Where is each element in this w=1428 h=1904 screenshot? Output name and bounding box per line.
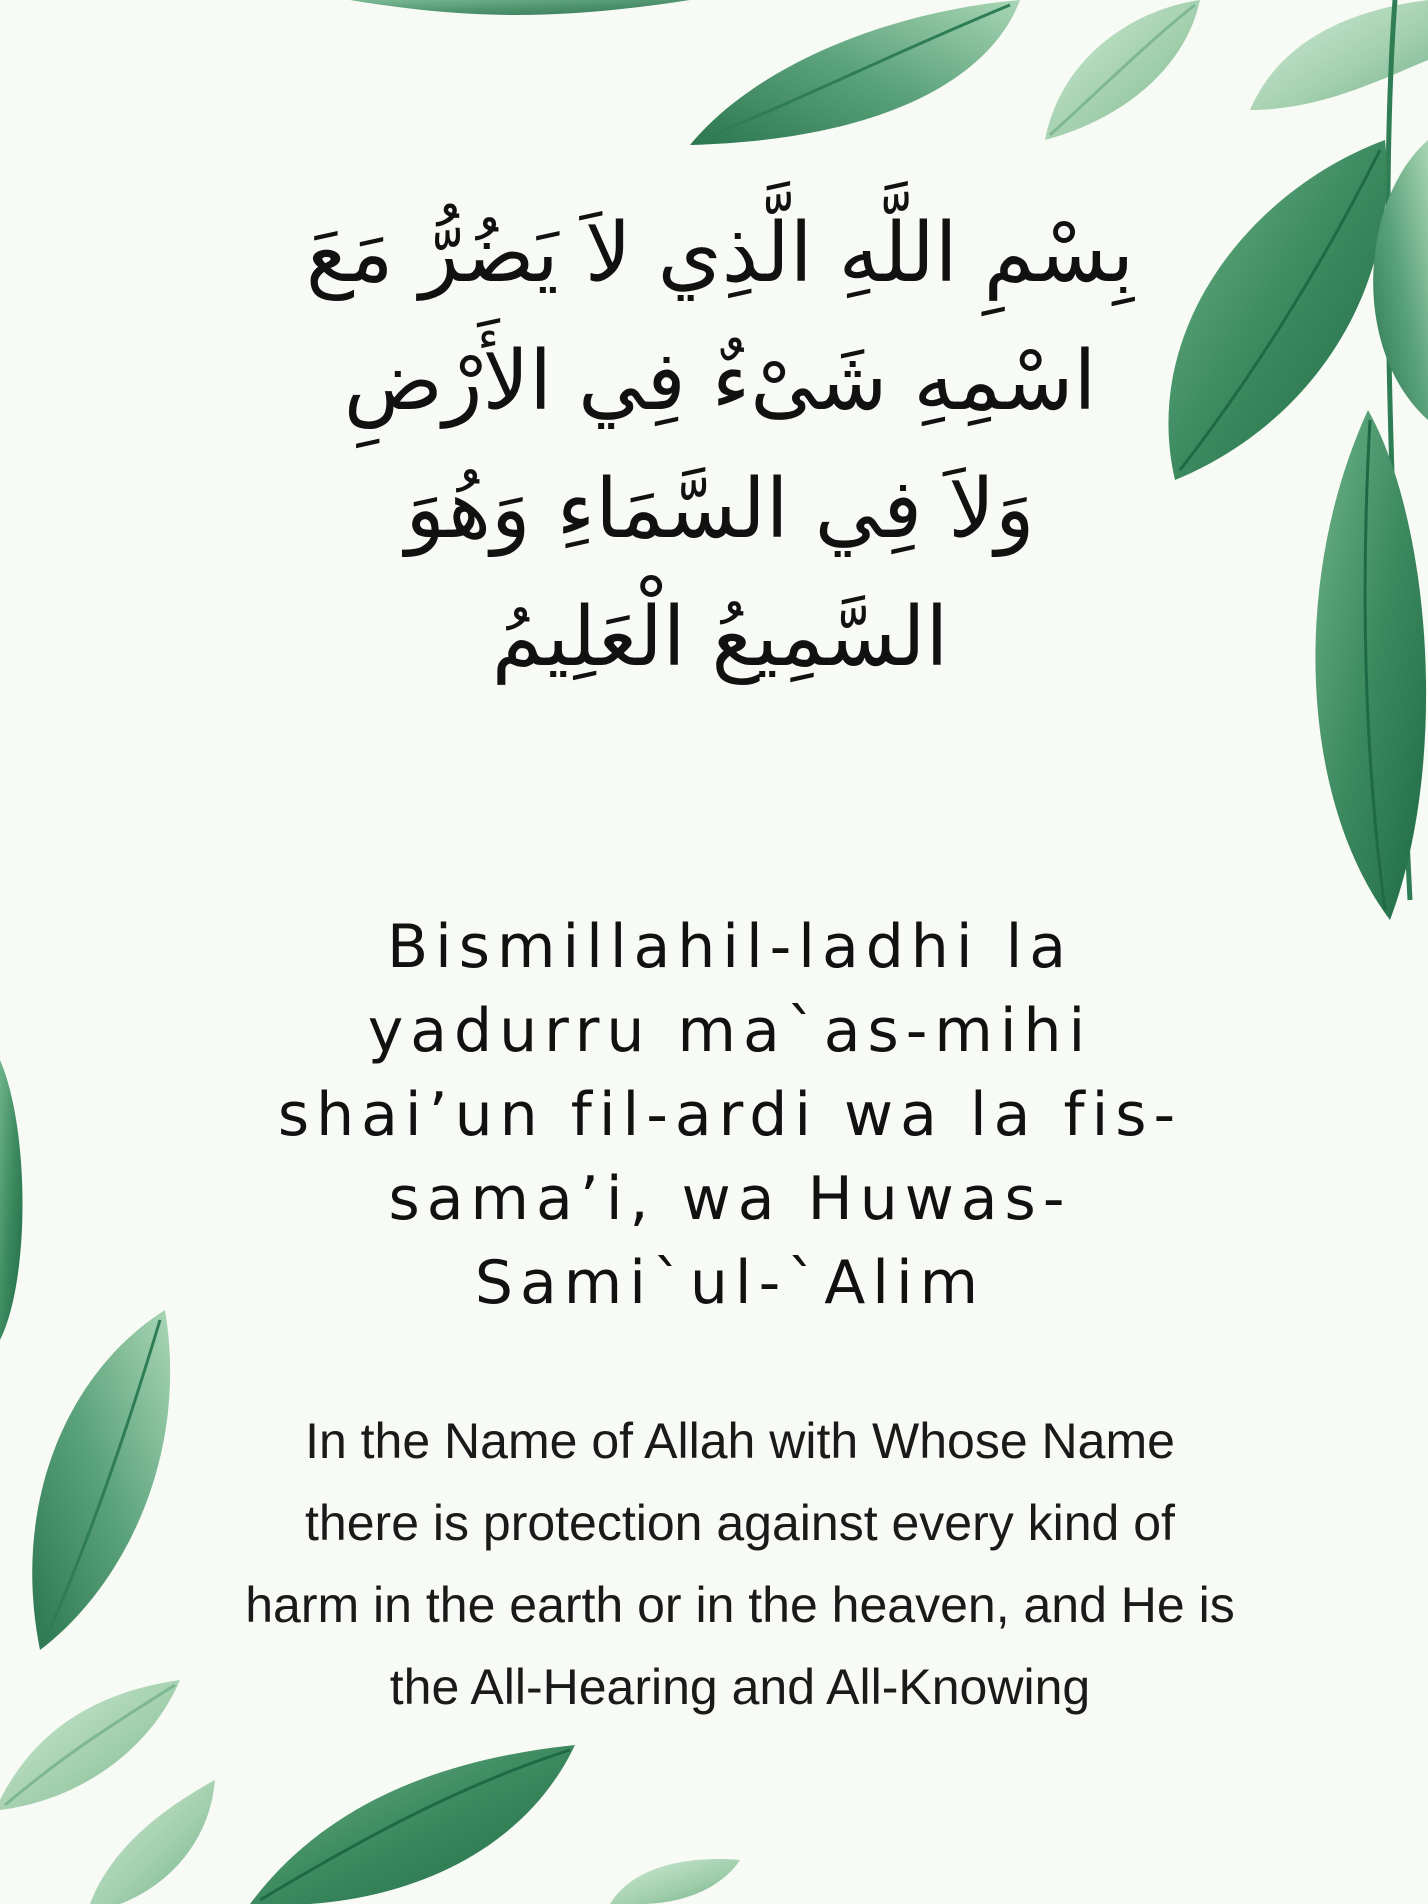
transliteration-line: sama’i, wa Huwas- <box>388 1164 1072 1234</box>
transliteration-line: yadurru ma`as-mihi <box>367 996 1093 1066</box>
translation-line: harm in the earth or in the heaven, and He is <box>245 1577 1235 1633</box>
transliteration-line: shai’un fil-ardi wa la fis- <box>277 1080 1183 1150</box>
translation-line: the All-Hearing and All-Knowing <box>389 1659 1091 1715</box>
arabic-line: بِسْمِ اللَّهِ الَّذِي لاَ يَضُرُّ مَعَ <box>305 206 1135 301</box>
arabic-line: وَلاَ فِي السَّمَاءِ وَهُوَ <box>405 462 1035 557</box>
transliteration-line: Sami`ul-`Alim <box>474 1248 986 1318</box>
translation-line: In the Name of Allah with Whose Name <box>305 1413 1175 1469</box>
transliteration-text <box>180 905 1280 1325</box>
arabic-text <box>240 190 1200 702</box>
arabic-line: السَّمِيعُ الْعَلِيمُ <box>491 590 949 685</box>
arabic-line: اسْمِهِ شَىْءٌ فِي الأَرْضِ <box>343 334 1097 429</box>
transliteration-line: Bismillahil-ladhi la <box>386 912 1074 982</box>
translation-line: there is protection against every kind of <box>305 1495 1175 1551</box>
translation-text <box>120 1400 1360 1728</box>
